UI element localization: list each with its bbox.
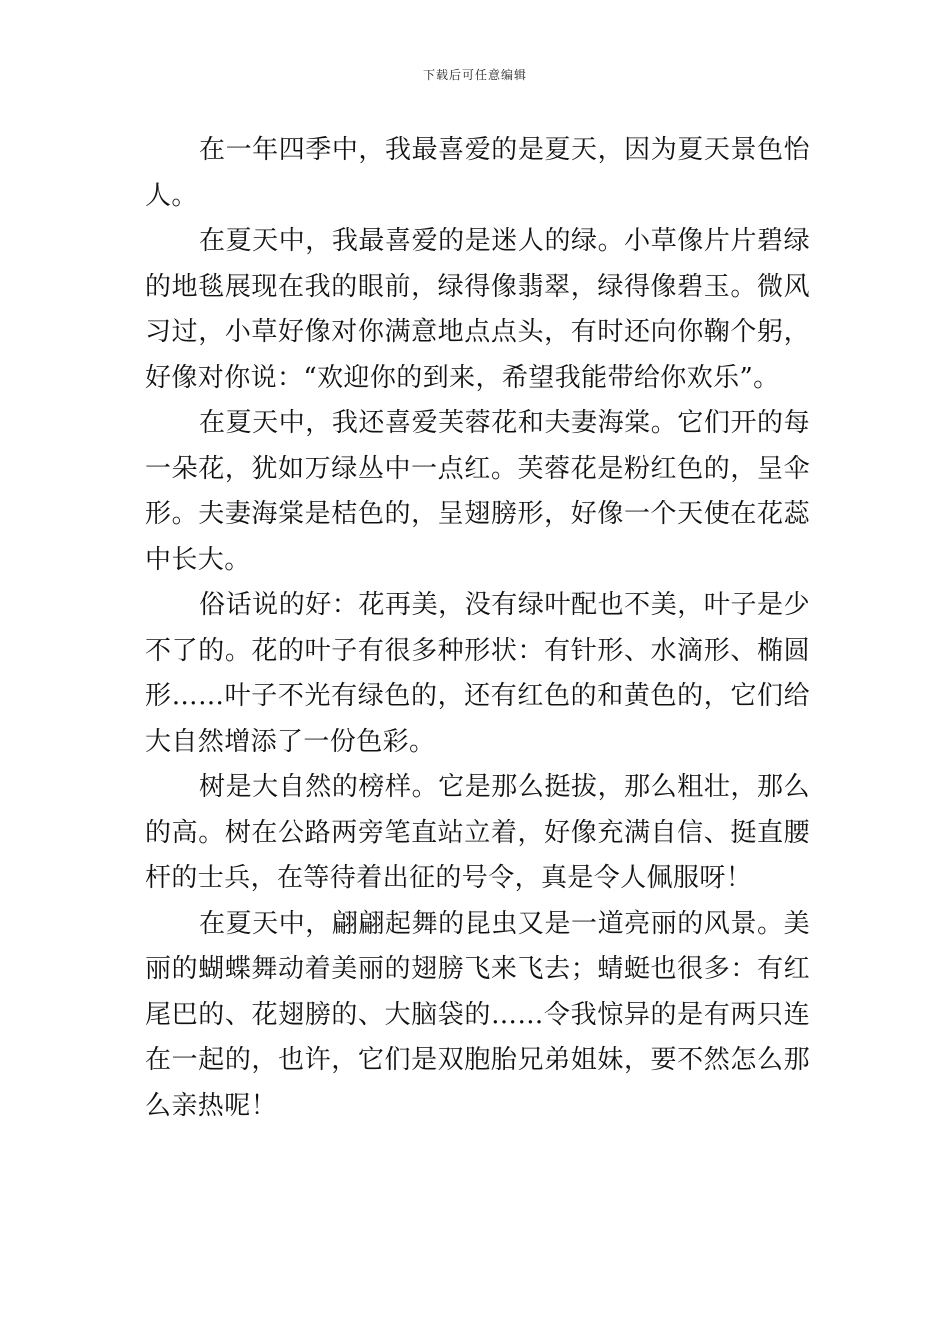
paragraph-2: 在夏天中，我最喜爱的是迷人的绿。小草像片片碧绿的地毯展现在我的眼前，绿得像翡翠，绿得像碧玉。微风习过，小草好像对你满意地点点头，有时还向你鞠个躬，好像对你说：“欢迎你的到来，希望我能带给你欢乐”。 xyxy=(145,226,810,393)
paragraph-6: 在夏天中，翩翩起舞的昆虫又是一道亮丽的风景。美丽的蝴蝶舞动着美丽的翅膀飞来飞去；蜻蜓也很多：有红尾巴的、花翅膀的、大脑袋的……令我惊异的是有两只连在一起的，也许，它们是双胞胎兄弟姐妹，要不然怎么那么亲热呢！ xyxy=(145,908,810,1121)
paragraph-4: 俗话说的好：花再美，没有绿叶配也不美，叶子是少不了的。花的叶子有很多种形状：有针形、水滴形、椭圆形……叶子不光有绿色的，还有红色的和黄色的，它们给大自然增添了一份色彩。 xyxy=(145,590,810,757)
essay-body xyxy=(145,128,810,1129)
paragraph-1: 在一年四季中，我最喜爱的是夏天，因为夏天景色怡人。 xyxy=(145,135,810,211)
header-note: 下载后可任意编辑 xyxy=(422,68,527,82)
paragraph-3: 在夏天中，我还喜爱芙蓉花和夫妻海棠。它们开的每一朵花，犹如万绿丛中一点红。芙蓉花是粉红色的，呈伞形。夫妻海棠是桔色的，呈翅膀形，好像一个天使在花蕊中长大。 xyxy=(145,408,810,575)
paragraph-5: 树是大自然的榜样。它是那么挺拔，那么粗壮，那么的高。树在公路两旁笔直站立着，好像充满自信、挺直腰杆的士兵，在等待着出征的号令，真是令人佩服呀！ xyxy=(145,772,810,893)
